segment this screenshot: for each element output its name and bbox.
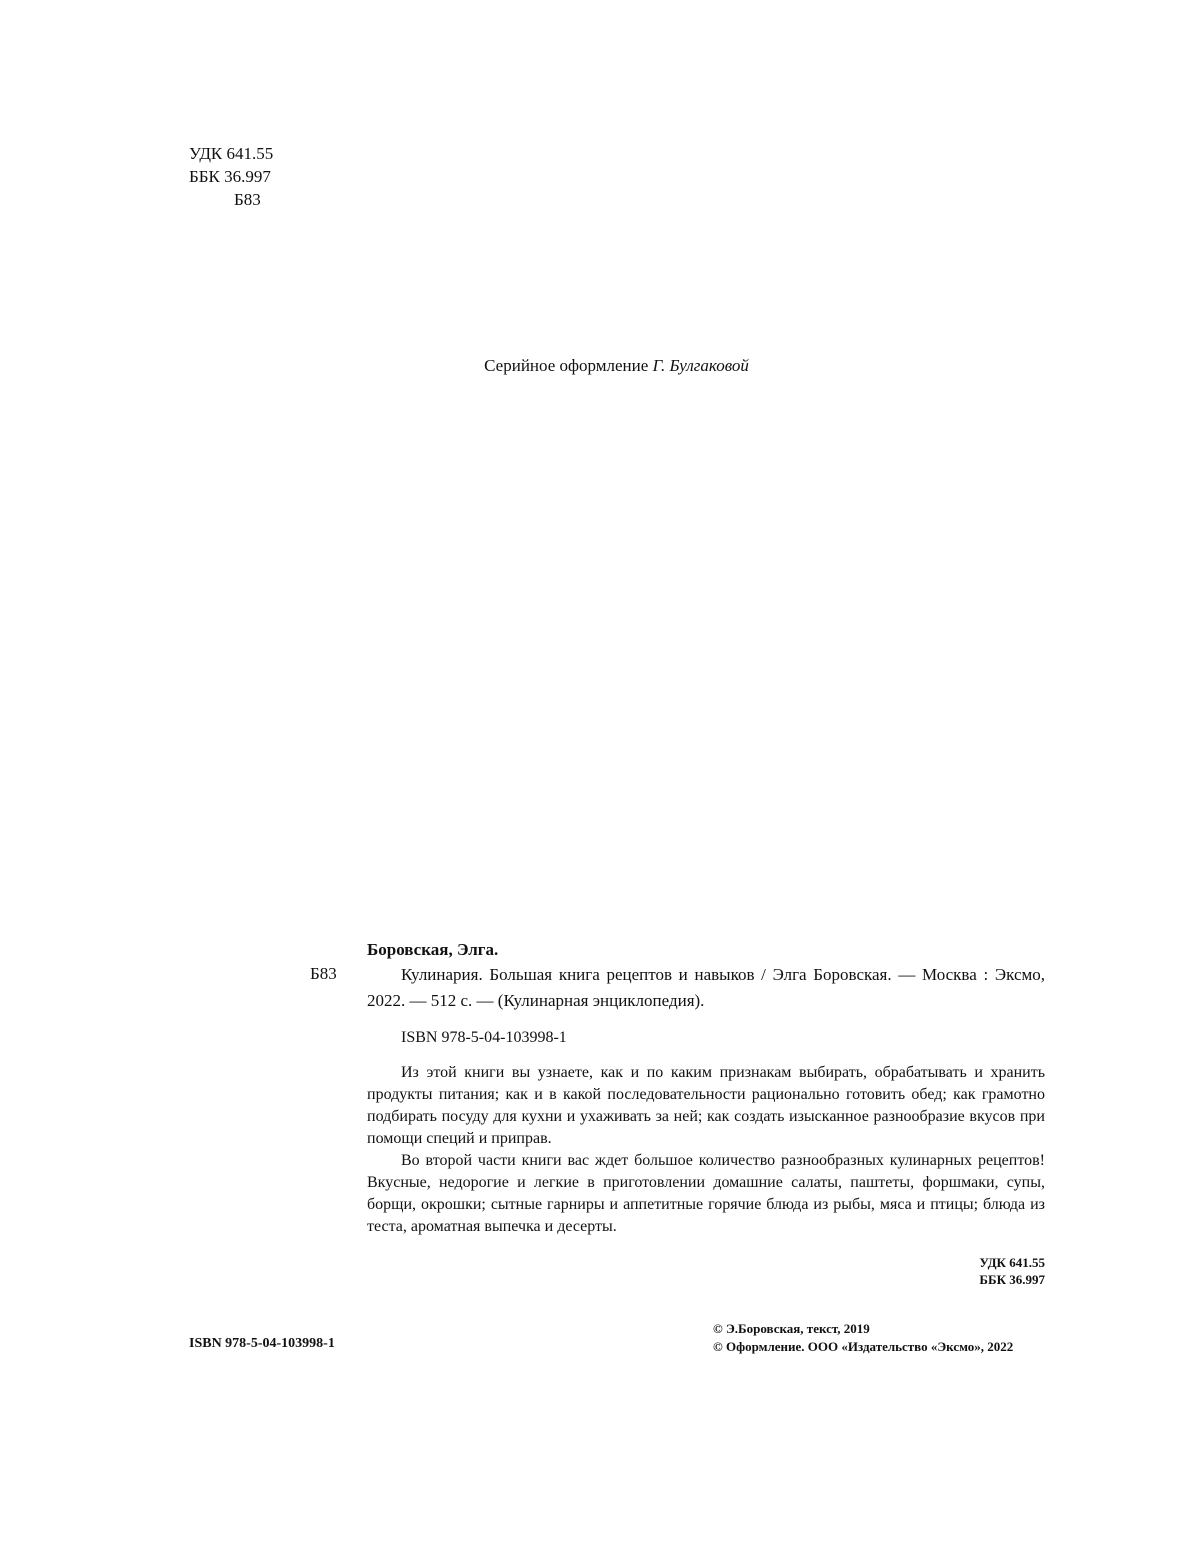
series-design-credit	[0, 356, 1193, 376]
designer-name: Г. Булгаковой	[652, 356, 749, 375]
card-udk: УДК 641.55	[979, 1255, 1045, 1270]
card-classification-codes	[367, 1254, 1045, 1288]
classification-codes	[189, 142, 273, 211]
design-credit-prefix: Серийное оформление	[484, 356, 649, 375]
card-bbk: ББК 36.997	[979, 1272, 1045, 1287]
card-isbn: ISBN 978-5-04-103998-1	[401, 1029, 567, 1046]
annotation	[367, 1062, 1045, 1238]
author-mark: Б83	[234, 190, 261, 209]
card-author-mark: Б83	[310, 964, 337, 983]
annotation-paragraph: Во второй части книги вас ждет большое количество разнообразных кулинарных рецептов! Вкусные, недорогие и легкие в приготовлении домашние салаты, паштеты, форшмаки, супы, борщи, окрошки; сытные гарниры и аппетитные горячие блюда из рыбы, мяса и птицы; блюда из теста, ароматная выпечка и десерты.	[367, 1152, 1045, 1235]
bbk-code: ББК 36.997	[189, 167, 271, 186]
bibliographic-description: Кулинария. Большая книга рецептов и навыков / Элга Боровская. — Москва : Эксмо, 2022. — 512 с. — (Кулинарная энциклопедия).	[367, 965, 1045, 1010]
copyright-design: © Оформление. ООО «Издательство «Эксмо», 2022	[713, 1339, 1014, 1354]
udk-code: УДК 641.55	[189, 144, 274, 163]
card-author: Боровская, Элга.	[367, 940, 499, 959]
catalog-card	[310, 938, 1045, 1288]
copyright-notices	[713, 1320, 1013, 1356]
footer-isbn: ISBN 978-5-04-103998-1	[189, 1336, 335, 1351]
copyright-text: © Э.Боровская, текст, 2019	[713, 1321, 870, 1336]
annotation-paragraph: Из этой книги вы узнаете, как и по каким признакам выбирать, обрабатывать и хранить продукты питания; как и в какой последовательности рационально готовить обед; как грамотно подбирать посуду для кухни и ухаживать за ней; как создать изысканное разнообразие вкусов при помощи специй и приправ.	[367, 1064, 1045, 1147]
